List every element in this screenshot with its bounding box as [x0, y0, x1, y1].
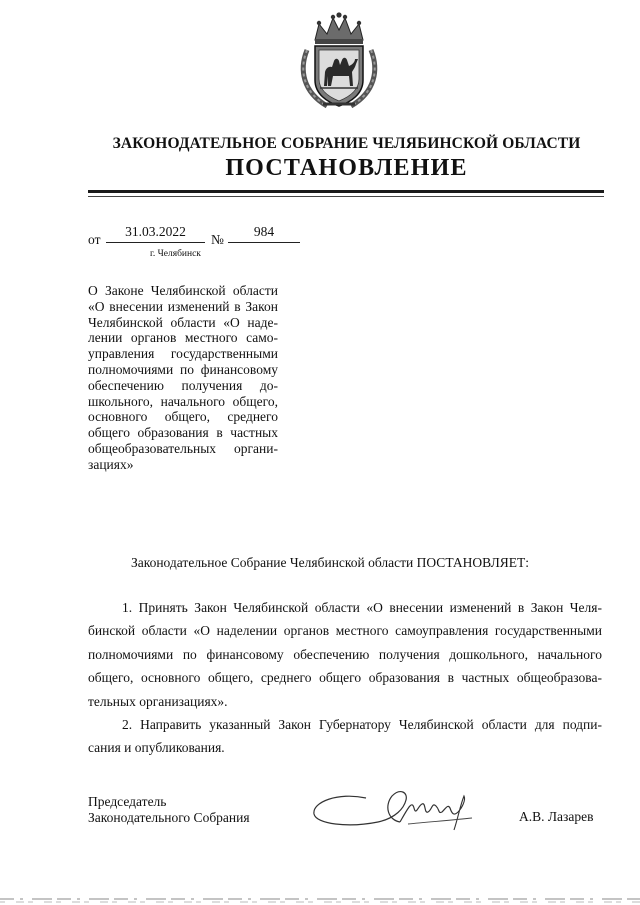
organization-name: ЗАКОНОДАТЕЛЬНОЕ СОБРАНИЕ ЧЕЛЯБИНСКОЙ ОБЛАСТИ	[112, 135, 581, 152]
subject-line: полномочиями по финансовому	[88, 361, 278, 377]
header-rule-thin	[88, 196, 604, 197]
signatory-title	[88, 794, 250, 826]
subject-line: управления государственными	[88, 346, 278, 362]
subject-line: «О внесении изменений в Закон	[88, 298, 278, 314]
document-number: 984	[228, 224, 300, 243]
signatory-title-line: Председатель	[88, 794, 167, 809]
item-1-line: тельных организациях».	[88, 693, 228, 709]
document-type-title: ПОСТАНОВЛЕНИЕ	[225, 155, 468, 181]
decree-line: Законодательное Собрание Челябинской области ПОСТАНОВЛЯЕТ:	[130, 555, 530, 570]
subject-line: Челябинской области «О наде-	[88, 314, 278, 330]
handwritten-signature	[308, 778, 476, 838]
scan-edge-artifact	[0, 893, 640, 905]
subject-line: обеспечению получения до-	[88, 377, 278, 393]
subject-block	[88, 283, 278, 473]
document-date: 31.03.2022	[106, 224, 205, 243]
coat-of-arms-emblem	[297, 10, 381, 110]
item-1-line: полномочиями по финансовому обеспечению получения дошкольного, начального	[88, 646, 602, 662]
header-rule-thick	[88, 190, 604, 193]
resolution-body	[88, 596, 602, 760]
subject-line: зациях»	[88, 456, 134, 472]
subject-line: О Законе Челябинской области	[88, 283, 278, 298]
item-2-line: 2. Направить указанный Закон Губернатору Челябинской области для подпи-	[122, 717, 602, 733]
date-prefix: от	[88, 232, 101, 247]
number-sign: №	[211, 232, 224, 247]
signatory-title-line: Законодательного Собрания	[88, 810, 250, 825]
signatory-name: А.В. Лазарев	[519, 809, 594, 824]
subject-line: лении органов местного само-	[88, 330, 278, 346]
item-2-line: сания и опубликования.	[88, 740, 225, 756]
item-1-line: 1. Принять Закон Челябинской области «О внесении изменений в Закон Челя-	[122, 600, 602, 615]
subject-line: общего образования в частных	[88, 425, 278, 441]
item-1-line: бинской области «О наделении органов местного самоуправления государственными	[88, 623, 602, 639]
item-1-line: общего, основного общего, среднего общего образования в частных общеобразова-	[88, 670, 602, 686]
subject-line: школьного, начального общего,	[88, 393, 278, 409]
city-label: г. Челябинск	[150, 249, 201, 259]
subject-line: общеобразовательных органи-	[88, 440, 278, 456]
subject-line: основного общего, среднего	[88, 409, 278, 425]
